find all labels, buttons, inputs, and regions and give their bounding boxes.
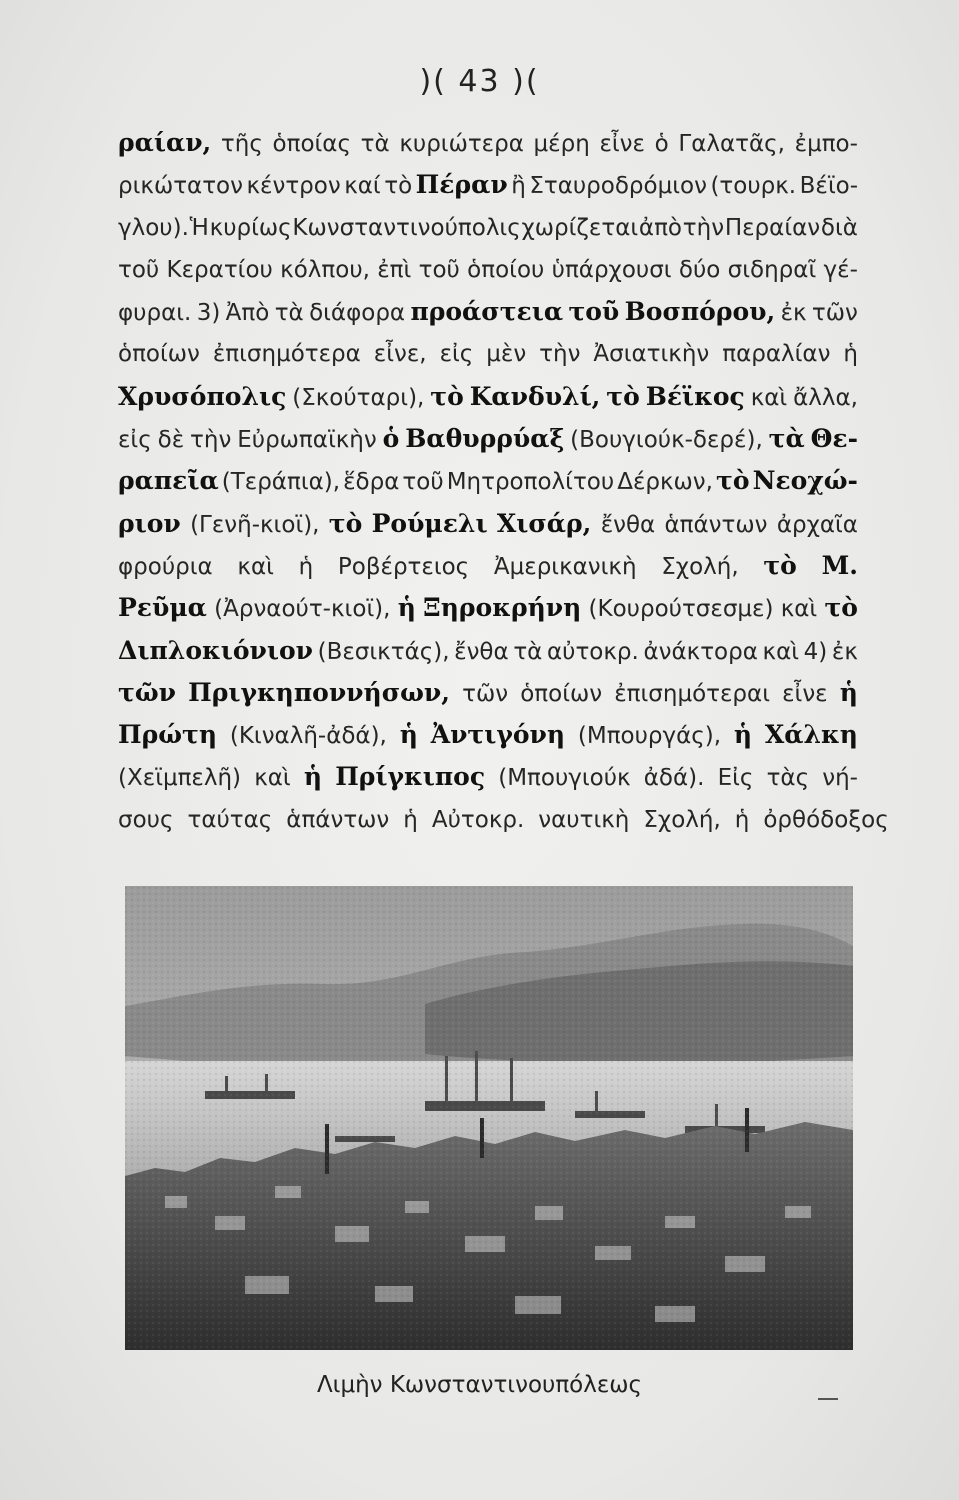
- bold-word: ἡ: [733, 720, 753, 750]
- word: καί: [344, 173, 381, 200]
- bold-word: τὸ: [606, 381, 640, 411]
- word: (Κιναλῆ-ἀδά),: [229, 723, 387, 750]
- bold-word: Ἀντιγόνη: [430, 720, 566, 750]
- word: εἶνε,: [373, 341, 427, 368]
- word: ἐκ: [831, 638, 858, 665]
- word: κυρίως: [209, 214, 292, 241]
- text-line: [118, 587, 858, 629]
- word: αὐτοκρ.: [546, 638, 639, 665]
- word: ὀρθόδοξος: [763, 806, 889, 833]
- bold-word: Ρεῦμα: [118, 593, 207, 623]
- text-line: [118, 333, 858, 375]
- word: κυριώτερα: [399, 131, 524, 157]
- word: ἐκ: [780, 300, 807, 327]
- text-line: [118, 630, 858, 672]
- word: ἔνθα: [600, 511, 656, 538]
- word: ὁποίων: [520, 680, 603, 707]
- word: Αὐτοκρ.: [431, 806, 525, 833]
- bold-word: τὸ: [763, 550, 797, 580]
- page-number: )( 43 )(: [419, 64, 540, 99]
- text-line: [118, 503, 858, 545]
- word: καὶ: [254, 765, 291, 792]
- word: ὁ: [654, 131, 669, 157]
- word: (Χεϊμπελῆ): [118, 765, 242, 792]
- word: ἡ: [843, 341, 858, 368]
- bold-word: Βοσπόρου,: [624, 297, 776, 327]
- word: τὴν: [682, 214, 725, 241]
- word: Ἀσιατικὴν: [593, 341, 710, 368]
- text-line: [118, 756, 858, 798]
- word: τὴν: [190, 427, 232, 454]
- word: (Ἀρναούτ-κιοϊ),: [214, 596, 391, 623]
- paragraph: [118, 122, 889, 841]
- word: ἔνθα: [454, 638, 509, 665]
- bold-word: Πριγκηποννήσων,: [188, 677, 450, 707]
- word: σιδηραῖ: [727, 256, 817, 283]
- word: Βέϊο-: [799, 173, 858, 200]
- word: τῆς: [220, 131, 263, 157]
- word: εἰς: [439, 341, 474, 368]
- bold-word: Βαθυρρύαξ: [405, 424, 565, 454]
- word: τῶν: [811, 300, 858, 327]
- print-mark: [818, 1398, 838, 1400]
- word: Ἡ: [189, 214, 209, 241]
- word: μὲν: [486, 341, 527, 368]
- word: ἁπάντων: [664, 511, 768, 538]
- word: (Βουγιούκ-δερέ),: [570, 427, 763, 454]
- bold-word: τῶν: [118, 677, 176, 707]
- word: 4): [803, 638, 828, 665]
- word: καὶ: [750, 384, 788, 411]
- word: εἶνε: [599, 131, 645, 157]
- word: μέρη: [533, 131, 590, 157]
- bold-word: ἡ: [839, 677, 858, 707]
- text-line: [118, 460, 858, 502]
- word: (Κουρούτσεσμε): [588, 596, 774, 623]
- text-line: [118, 207, 858, 249]
- word: Γαλατᾶς,: [678, 131, 785, 157]
- word: τοῦ: [418, 256, 460, 283]
- word: καὶ: [780, 596, 818, 623]
- bold-word: Θε-: [810, 424, 858, 454]
- bold-word: τοῦ: [568, 297, 620, 327]
- bold-word: Μ.: [821, 550, 858, 580]
- text-line: [118, 291, 858, 333]
- word: (Μπουργάς),: [577, 723, 722, 750]
- bold-word: Διπλοκιόνιον: [118, 635, 313, 665]
- word: 3): [196, 300, 221, 327]
- text-line: [118, 672, 858, 714]
- word: τὰ: [274, 300, 304, 327]
- word: ἀπὸ: [638, 214, 683, 241]
- bold-word: Ξηροκρήνη: [423, 593, 582, 623]
- word: ἐπισημότερα: [212, 341, 361, 368]
- word: τὰ: [513, 638, 543, 665]
- text-line: [118, 122, 858, 164]
- harbor-photograph: [125, 886, 853, 1350]
- bold-word: προάστεια: [410, 297, 564, 327]
- bold-word: ραίαν,: [118, 128, 212, 157]
- word: ρικώτατον: [118, 173, 243, 200]
- word: ὁποίου: [467, 256, 545, 283]
- word: δὲ: [157, 427, 185, 454]
- bold-word: ἡ: [303, 762, 323, 792]
- word: ἀδά).: [643, 765, 705, 792]
- word: ὑπάρχουσι: [551, 256, 672, 283]
- bold-word: Πρίγκιπος: [335, 762, 486, 792]
- word: φρούρια: [118, 553, 213, 580]
- word: Δέρκων,: [617, 469, 713, 496]
- word: Κωνσταντινούπολις: [292, 214, 521, 241]
- word: (Γενῆ-κιοϊ),: [190, 511, 320, 538]
- word: Σχολή,: [661, 553, 739, 580]
- text-line: [118, 799, 889, 841]
- word: τοῦ: [118, 256, 160, 283]
- word: ἀνάκτορα: [643, 638, 758, 665]
- word: ταύτας: [187, 806, 273, 833]
- text-line: [118, 418, 858, 460]
- word: Σχολή,: [643, 806, 721, 833]
- bold-word: Κανδυλί,: [469, 381, 601, 411]
- text-line: [118, 545, 858, 587]
- bold-word: ἡ: [397, 593, 416, 623]
- word: (τουρκ.: [710, 173, 797, 200]
- bold-word: τὸ: [328, 508, 363, 538]
- word: Ἀμερικανικὴ: [493, 553, 637, 580]
- word: τὰς: [766, 765, 810, 792]
- bold-word: Χάλκη: [764, 720, 858, 750]
- bold-word: τὸ: [430, 381, 464, 411]
- word: δύο: [678, 256, 721, 283]
- word: παραλίαν: [722, 341, 831, 368]
- word: ὁποίων: [118, 341, 200, 368]
- bold-word: Χισάρ,: [496, 508, 592, 538]
- word: (Σκούταρι),: [292, 384, 425, 411]
- bold-word: Νεοχώ-: [752, 466, 858, 496]
- bold-word: τὸ: [824, 593, 858, 623]
- word: ἐπισημότεραι: [614, 680, 770, 707]
- bold-word: ὁ: [382, 424, 400, 454]
- word: εἶνε: [782, 680, 828, 707]
- text-line: [118, 376, 858, 418]
- word: ἡ: [403, 806, 418, 833]
- word: τὴν: [539, 341, 581, 368]
- word: Ροβέρτειος: [337, 553, 470, 580]
- word: Σταυροδρόμιον: [529, 173, 707, 200]
- word: γλου).: [118, 214, 189, 241]
- word: Ἀπὸ: [225, 300, 270, 327]
- figure-caption: Λιμὴν Κωνσταντινουπόλεως: [316, 1372, 643, 1398]
- word: Εὐρωπαϊκὴν: [237, 427, 377, 454]
- word: εἰς: [118, 427, 152, 454]
- text-line: [118, 714, 858, 756]
- bold-word: τὸ: [716, 466, 750, 496]
- word: Εἰς: [717, 765, 754, 792]
- word: ἡ: [298, 553, 314, 580]
- text-line: [118, 249, 858, 291]
- word: ἁπάντων: [286, 806, 390, 833]
- word: τοῦ: [402, 469, 444, 496]
- word: φυραι.: [118, 300, 192, 327]
- word: κέντρον: [246, 173, 341, 200]
- word: ἐπὶ: [377, 256, 412, 283]
- word: Κερατίου: [166, 256, 273, 283]
- text-line: [118, 164, 858, 206]
- word: (Βεσικτάς),: [317, 638, 450, 665]
- word: (Μπουγιούκ: [498, 765, 631, 792]
- word: (Τεράπια),: [221, 469, 341, 496]
- word: Μητροπολίτου: [446, 469, 615, 496]
- bold-word: Ρούμελι: [371, 508, 488, 538]
- word: διάφορα: [309, 300, 406, 327]
- bold-word: ἡ: [399, 720, 418, 750]
- bold-word: Βέϊκος: [645, 381, 745, 411]
- bold-word: ραπεῖα: [118, 466, 219, 496]
- bold-word: Πρώτη: [118, 720, 218, 750]
- word: ἐμπο-: [794, 131, 858, 157]
- word: ἡ: [734, 806, 750, 833]
- word: κόλπου,: [280, 256, 370, 283]
- word: διὰ: [820, 214, 858, 241]
- word: σους: [118, 806, 174, 833]
- bold-word: ριον: [118, 508, 181, 538]
- word: νή-: [822, 765, 858, 792]
- word: Περαίαν: [724, 214, 821, 241]
- word: τὰ: [360, 131, 390, 157]
- word: ἀρχαῖα: [776, 511, 858, 538]
- word: τῶν: [462, 680, 509, 707]
- word: γέ-: [823, 256, 858, 283]
- word: καὶ: [237, 553, 274, 580]
- word: τὸ: [384, 173, 413, 200]
- word: ἕδρα: [343, 469, 400, 496]
- word: ἄλλα,: [793, 384, 858, 411]
- word: καὶ: [762, 638, 800, 665]
- word: ναυτικὴ: [538, 806, 630, 833]
- word: χωρίζεται: [521, 214, 639, 241]
- bold-word: τὰ: [768, 424, 805, 454]
- bold-word: Χρυσόπολις: [118, 381, 287, 411]
- word: ἢ: [511, 173, 526, 200]
- harbor-photo-icon: [125, 886, 853, 1350]
- word: ὁποίας: [272, 131, 351, 157]
- bold-word: Πέραν: [415, 170, 508, 200]
